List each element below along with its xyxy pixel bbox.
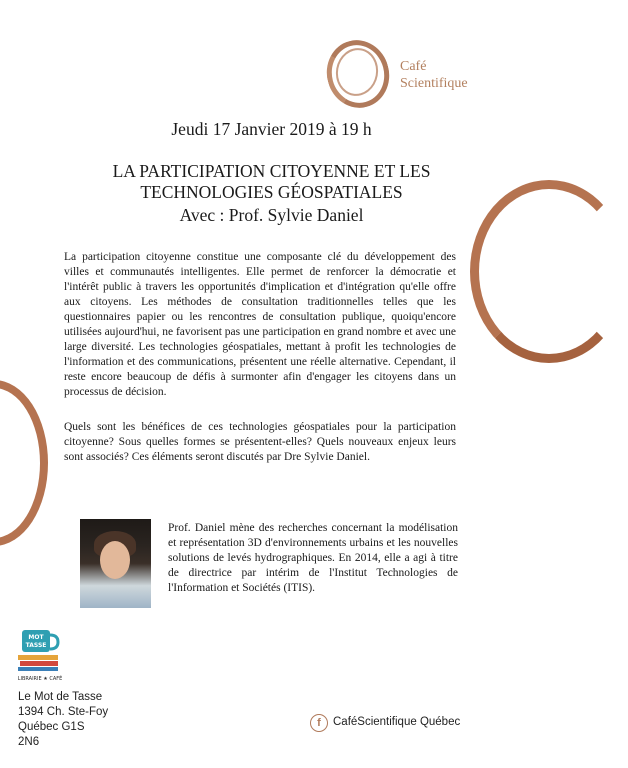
- photo-face: [100, 541, 130, 579]
- event-date: Jeudi 17 Janvier 2019 à 19 h: [171, 119, 372, 139]
- facebook-icon[interactable]: f: [310, 714, 328, 732]
- brand-line2: Scientifique: [400, 76, 468, 91]
- logo-caption: LIBRAIRIE ★ CAFÉ: [17, 676, 63, 682]
- book-icon: [18, 655, 58, 660]
- cafe-brand-name: [400, 58, 468, 92]
- event-speaker: Avec : Prof. Sylvie Daniel: [179, 205, 364, 225]
- logo-text-mot: MOT: [28, 634, 44, 641]
- venue-city: Québec G1S: [18, 721, 85, 733]
- title-line1: LA PARTICIPATION CITOYENNE ET LES: [112, 161, 431, 181]
- brand-line1: Café: [400, 59, 427, 74]
- venue-street: 1394 Ch. Ste-Foy: [18, 706, 109, 718]
- description-paragraph: La participation citoyenne constitue une composante clé du développement des villes et communautés intelligentes. Elle permet de renforcer la démocratie et l'intérêt public à travers les opportunités d'implication et d'intégration qu'elle offre aux citoyens. Les méthodes de consultation traditionnelles telles que les questionnaires papier ou les rencontres de consultation publique, quoiqu'encore utilisées aujourd'hui, ne favorisent pas une participation en grand nombre et avec une large diversité. Les technologies géospatiales, mettant à profit les technologies de l'information et des communications, présentent une réelle alternative. Cependant, il reste encore beaucoup de défis à surmonter afin d'engager les citoyens dans un processus de décision.: [64, 251, 456, 398]
- event-title: [60, 161, 483, 203]
- librairie-logo: [16, 627, 66, 683]
- speaker-photo: [80, 519, 151, 608]
- venue-name: Le Mot de Tasse: [18, 691, 103, 703]
- coffee-stain-left: [0, 380, 48, 546]
- facebook-page-label[interactable]: CaféScientifique Québec: [333, 716, 461, 728]
- venue-postal: 2N6: [18, 736, 40, 748]
- venue-address: [18, 690, 109, 748]
- questions-paragraph: Quels sont les bénéfices de ces technologies géospatiales pour la participation citoyenne? Sous quelles formes se présentent-elles? Quels nouveaux enjeux leurs sont associés? Ces éléments seront discutés par Dre Sylvie Daniel.: [64, 421, 456, 463]
- title-line2: TECHNOLOGIES GÉOSPATIALES: [140, 182, 403, 202]
- logo-text-tasse: TASSE: [25, 642, 47, 649]
- speaker-bio: Prof. Daniel mène des recherches concernant la modélisation et représentation 3D d'environnements urbains et les nouvelles solutions de levés hydrographiques. En 2014, elle a agi à titre de directrice par intérim de l'Institut Technologies de l'Information et Sociétés (ITIS).: [168, 522, 458, 594]
